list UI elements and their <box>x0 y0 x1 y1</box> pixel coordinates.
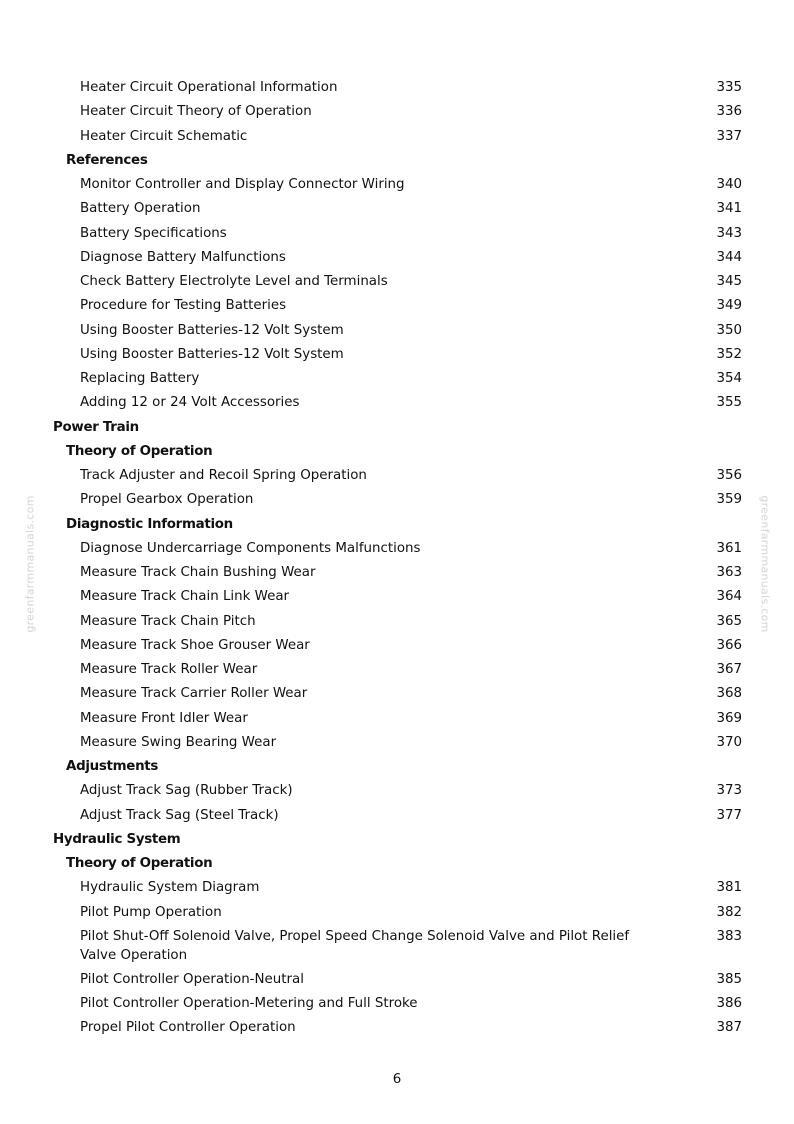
toc-entry-page-number: 349 <box>716 298 742 314</box>
toc-entry-title: Theory of Operation <box>66 443 213 459</box>
toc-subsection-heading <box>0 513 794 537</box>
toc-entry-title: Check Battery Electrolyte Level and Terminals <box>80 274 388 289</box>
toc-subsection-heading <box>0 440 794 464</box>
toc-entry[interactable] <box>0 76 794 100</box>
toc-entry-title: Diagnostic Information <box>66 516 233 532</box>
toc-entry[interactable] <box>0 173 794 197</box>
toc-entry-title: Adjust Track Sag (Rubber Track) <box>80 783 293 799</box>
toc-entry-page-number: 364 <box>716 589 742 605</box>
toc-entry[interactable] <box>0 804 794 828</box>
toc-entry[interactable] <box>0 585 794 609</box>
toc-entry-page-number: 366 <box>716 637 742 653</box>
toc-entry-page-number: 354 <box>716 371 742 386</box>
toc-entry[interactable] <box>0 246 794 270</box>
toc-entry[interactable] <box>0 634 794 658</box>
toc-entry-page-number: 377 <box>716 807 742 823</box>
toc-entry[interactable] <box>0 561 794 585</box>
toc-entry-page-number: 337 <box>716 128 742 144</box>
toc-entry-title: Heater Circuit Schematic <box>80 128 248 144</box>
toc-entry[interactable] <box>0 270 794 294</box>
watermark-right: greenfarmmanuals.com <box>758 495 772 633</box>
toc-entry-page-number: 352 <box>716 346 742 362</box>
toc-entry[interactable] <box>0 343 794 367</box>
toc-entry-title: Battery Specifications <box>80 225 227 241</box>
toc-entry[interactable] <box>0 294 794 318</box>
toc-entry-page-number: 383 <box>716 928 742 944</box>
toc-entry-title: Heater Circuit Theory of Operation <box>80 104 312 120</box>
toc-entry-title: Measure Track Carrier Roller Wear <box>80 686 308 702</box>
toc-entry-title: References <box>66 152 148 168</box>
toc-entry-page-number: 385 <box>716 971 742 987</box>
toc-entry[interactable] <box>0 125 794 149</box>
toc-entry[interactable] <box>0 319 794 343</box>
table-of-contents <box>0 76 794 1041</box>
toc-entry-page-number: 344 <box>716 249 742 265</box>
toc-entry[interactable] <box>0 367 794 391</box>
toc-entry-title: Propel Gearbox Operation <box>80 492 254 508</box>
toc-section-heading <box>0 416 794 440</box>
toc-entry-page-number: 369 <box>716 710 742 726</box>
toc-subsection-heading <box>0 149 794 173</box>
toc-entry-page-number: 343 <box>716 225 742 241</box>
toc-entry-page-number: 340 <box>716 177 742 192</box>
toc-entry-title: Measure Track Shoe Grouser Wear <box>80 637 310 653</box>
toc-section-heading <box>0 828 794 852</box>
toc-subsection-heading <box>0 755 794 779</box>
toc-entry[interactable] <box>0 197 794 221</box>
toc-entry[interactable] <box>0 658 794 682</box>
toc-entry-title: Pilot Shut-Off Solenoid Valve, Propel Speed Change Solenoid Valve and Pilot Relief Valve Operation <box>80 928 630 963</box>
toc-entry-title: Adjustments <box>66 759 159 774</box>
page-number: 6 <box>392 1072 402 1087</box>
toc-entry-title: Measure Swing Bearing Wear <box>80 734 277 750</box>
toc-entry-page-number: 373 <box>716 783 742 799</box>
toc-entry-title: Replacing Battery <box>80 371 200 386</box>
toc-entry-page-number: 345 <box>716 274 742 289</box>
toc-entry-page-number: 370 <box>716 734 742 750</box>
toc-entry-title: Measure Track Chain Pitch <box>80 613 256 629</box>
toc-entry-title: Theory of Operation <box>66 856 213 871</box>
toc-entry-page-number: 361 <box>716 540 742 556</box>
toc-entry[interactable] <box>0 488 794 512</box>
toc-entry[interactable] <box>0 707 794 731</box>
toc-entry-title: Adding 12 or 24 Volt Accessories <box>80 395 300 411</box>
toc-subsection-heading <box>0 852 794 876</box>
toc-entry[interactable] <box>0 901 794 925</box>
toc-entry-page-number: 382 <box>716 904 742 920</box>
toc-entry-page-number: 359 <box>716 492 742 508</box>
toc-entry-title: Diagnose Battery Malfunctions <box>80 249 286 265</box>
toc-entry-title: Using Booster Batteries-12 Volt System <box>80 322 344 338</box>
toc-entry-title: Monitor Controller and Display Connector Wiring <box>80 177 405 192</box>
toc-entry-page-number: 387 <box>716 1020 742 1036</box>
toc-entry-page-number: 341 <box>716 201 742 217</box>
toc-entry-title: Measure Track Chain Bushing Wear <box>80 565 316 580</box>
toc-entry-title: Using Booster Batteries-12 Volt System <box>80 346 344 362</box>
toc-entry-title: Power Train <box>53 419 139 435</box>
toc-entry[interactable] <box>0 779 794 803</box>
toc-entry[interactable] <box>0 222 794 246</box>
toc-entry-page-number: 336 <box>716 104 742 120</box>
toc-entry[interactable] <box>0 925 794 968</box>
toc-entry-page-number: 365 <box>716 613 742 629</box>
toc-entry-title: Measure Track Chain Link Wear <box>80 589 290 605</box>
toc-entry-title: Propel Pilot Controller Operation <box>80 1020 296 1036</box>
toc-entry-page-number: 355 <box>716 395 742 411</box>
toc-entry-title: Track Adjuster and Recoil Spring Operation <box>80 468 367 483</box>
toc-entry-title: Adjust Track Sag (Steel Track) <box>80 807 279 823</box>
toc-entry-title: Measure Track Roller Wear <box>80 662 258 677</box>
toc-entry-page-number: 335 <box>716 80 742 95</box>
toc-entry-page-number: 350 <box>716 322 742 338</box>
toc-entry-page-number: 368 <box>716 686 742 702</box>
toc-entry-page-number: 381 <box>716 880 742 896</box>
toc-entry-page-number: 363 <box>716 565 742 580</box>
toc-entry[interactable] <box>0 682 794 706</box>
toc-entry[interactable] <box>0 464 794 488</box>
toc-entry[interactable] <box>0 537 794 561</box>
toc-entry[interactable] <box>0 968 794 992</box>
toc-entry-title: Heater Circuit Operational Information <box>80 80 338 95</box>
toc-entry-title: Battery Operation <box>80 201 201 217</box>
toc-entry-title: Pilot Controller Operation-Metering and Full Stroke <box>80 996 418 1011</box>
toc-entry-title: Diagnose Undercarriage Components Malfunctions <box>80 540 421 556</box>
toc-entry[interactable] <box>0 876 794 900</box>
toc-entry[interactable] <box>0 391 794 415</box>
toc-entry[interactable] <box>0 731 794 755</box>
toc-entry[interactable] <box>0 100 794 124</box>
toc-entry[interactable] <box>0 992 794 1016</box>
toc-entry[interactable] <box>0 1016 794 1040</box>
toc-entry-title: Hydraulic System Diagram <box>80 880 260 896</box>
toc-entry-page-number: 386 <box>716 996 742 1011</box>
toc-entry-title: Measure Front Idler Wear <box>80 710 248 726</box>
watermark-left: greenfarmmanuals.com <box>23 495 37 633</box>
toc-entry-title: Pilot Pump Operation <box>80 904 222 920</box>
toc-entry-title: Hydraulic System <box>53 831 181 847</box>
toc-entry-title: Procedure for Testing Batteries <box>80 298 287 314</box>
toc-entry[interactable] <box>0 610 794 634</box>
toc-entry-page-number: 367 <box>716 662 742 677</box>
toc-entry-title: Pilot Controller Operation-Neutral <box>80 971 304 987</box>
toc-entry-page-number: 356 <box>716 468 742 483</box>
